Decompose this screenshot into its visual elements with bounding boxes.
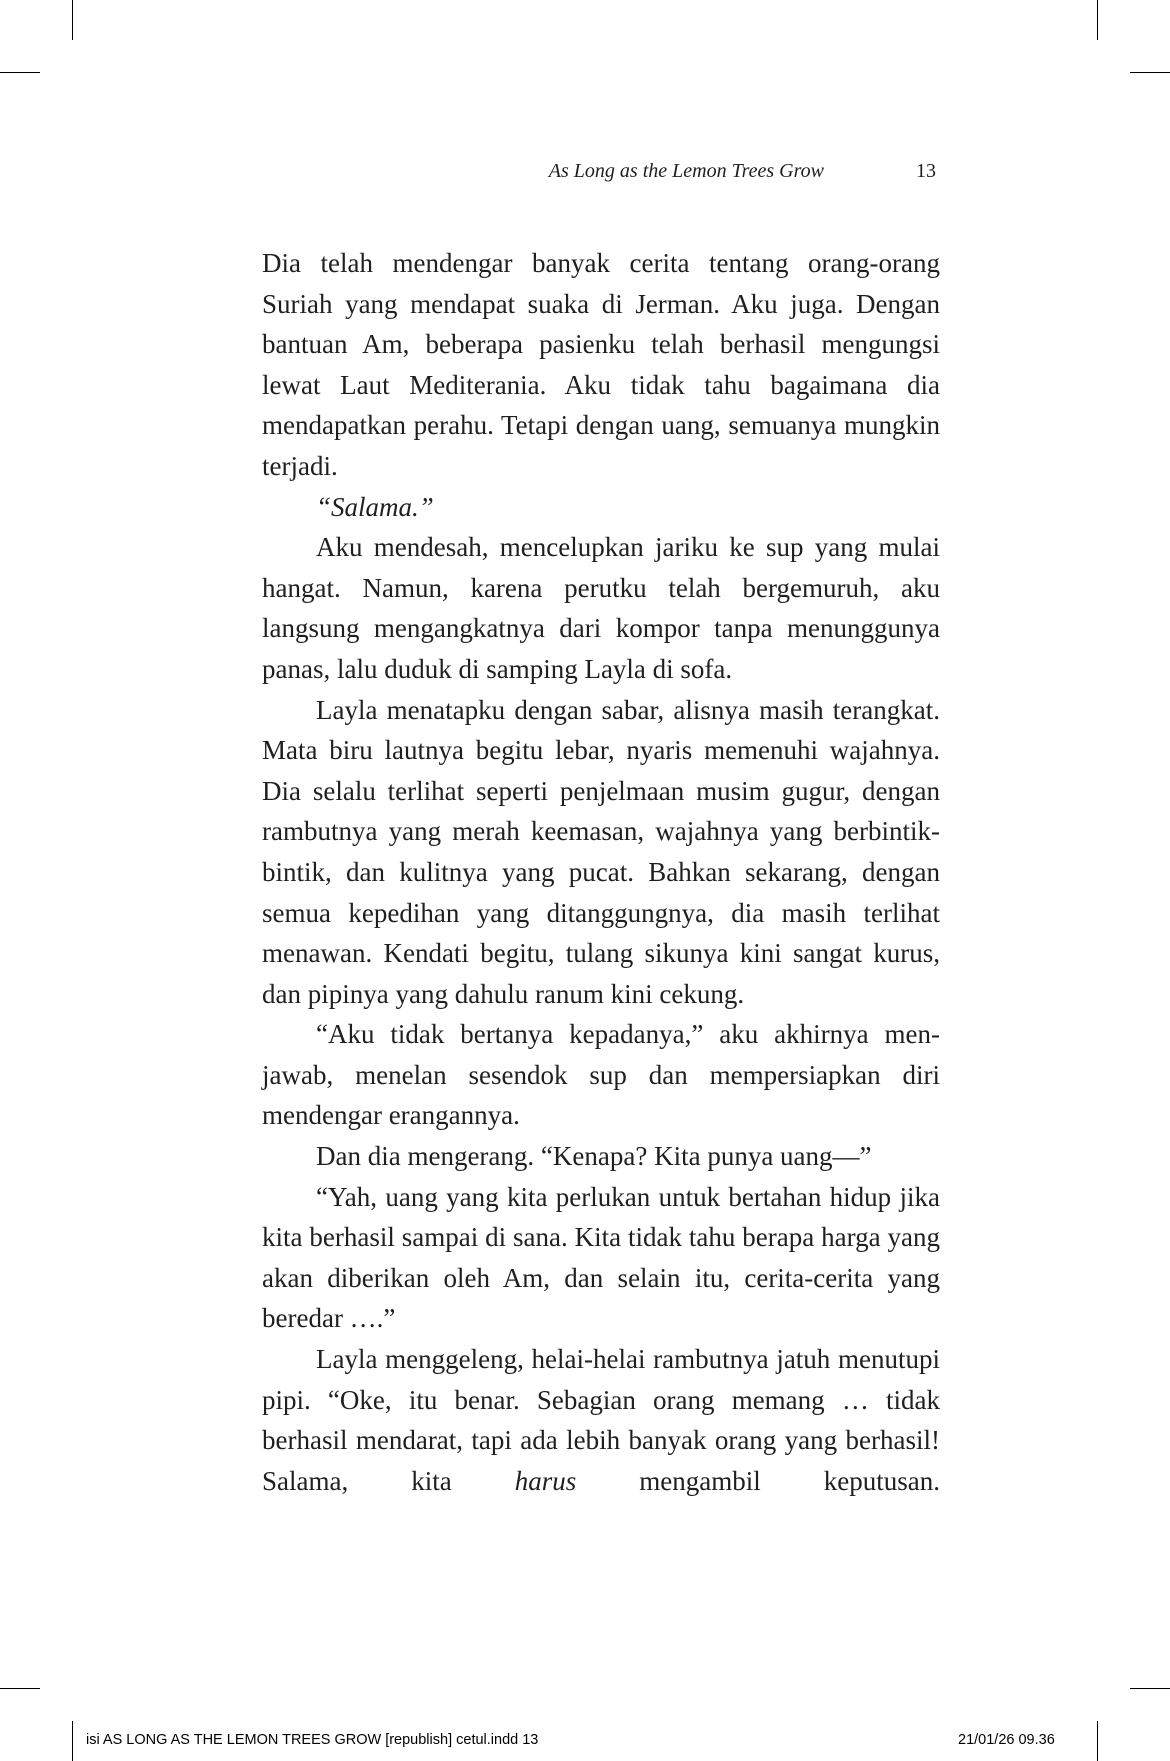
file-slug: isi AS LONG AS THE LEMON TREES GROW [republish] cetul.indd 13: [86, 1732, 539, 1748]
body-text: [262, 243, 940, 1501]
crop-mark-top-right-horizontal: [1130, 72, 1170, 73]
paragraph: Aku mendesah, mencelupkan jariku ke sup yang mulai hangat. Namun, karena perutku telah bergemuruh, aku langsung mengangkatnya dari kompor tanpa menunggunya panas, lalu duduk di samping Layla di sofa.: [262, 532, 940, 684]
crop-mark-bottom-left: [72, 1721, 73, 1761]
emphasis: harus: [514, 1465, 577, 1496]
paragraph: Dia telah mendengar banyak cerita tentang orang-orang Suriah yang mendapat suaka di Jerman. Aku juga. Dengan bantuan Am, beberapa pasienku telah berhasil mengungsi lewat Laut Mediterania. Aku tidak tahu bagaimana dia mendapatkan perahu. Tetapi dengan uang, semuanya mungkin terjadi.: [262, 248, 940, 481]
paragraph-text: mengambil keputusan.: [639, 1465, 940, 1496]
crop-mark-top-left-horizontal: [0, 72, 40, 73]
paragraph-text: Layla menggeleng, helai-helai rambutnya jatuh menutupi pipi. “Oke, itu benar. Sebagian orang memang … tidak berhasil mendarat, tapi ada lebih banyak orang yang berhasil! Salama, kita: [262, 1344, 940, 1496]
page-number: 13: [916, 160, 936, 182]
crop-mark-bottom-right-horizontal: [1130, 1688, 1170, 1689]
paragraph: “Yah, uang yang kita perlukan untuk bertahan hidup jika kita berhasil sampai di sana. Kita tidak tahu berapa harga yang akan diberikan oleh Am, dan selain itu, cerita-cerita yang beredar ….”: [262, 1181, 940, 1334]
paragraph-italic: “Salama.”: [316, 491, 434, 522]
paragraph: Dan dia mengerang. “Kenapa? Kita punya uang—”: [316, 1141, 872, 1172]
crop-mark-bottom-left-horizontal: [0, 1688, 40, 1689]
paragraph: [262, 1339, 940, 1501]
crop-mark-top-left: [72, 0, 73, 40]
crop-mark-top-right: [1097, 0, 1098, 40]
running-head: [260, 160, 936, 190]
paragraph: “Aku tidak bertanya kepadanya,” aku akhirnya menjawab, menelan sesendok sup dan mempersiapkan diri mendengar erangannya.: [262, 1019, 940, 1131]
running-title: As Long as the Lemon Trees Grow: [548, 160, 824, 182]
print-timestamp: 21/01/26 09.36: [958, 1732, 1055, 1748]
paragraph: Layla menatapku dengan sabar, alisnya masih terangkat. Mata biru lautnya begitu lebar, nyaris memenuhi wajahnya. Dia selalu terlihat seperti penjelmaan musim gugur, dengan rambutnya yang merah keemasan, wajahnya yang berbintik-bintik, dan kulitnya yang pucat. Bahkan sekarang, dengan semua kepedihan yang ditanggungnya, dia masih terlihat menawan. Kendati begitu, tulang sikunya kini sangat kurus, dan pipinya yang dahulu ranum kini cekung.: [262, 694, 940, 1009]
crop-mark-bottom-right: [1097, 1721, 1098, 1761]
